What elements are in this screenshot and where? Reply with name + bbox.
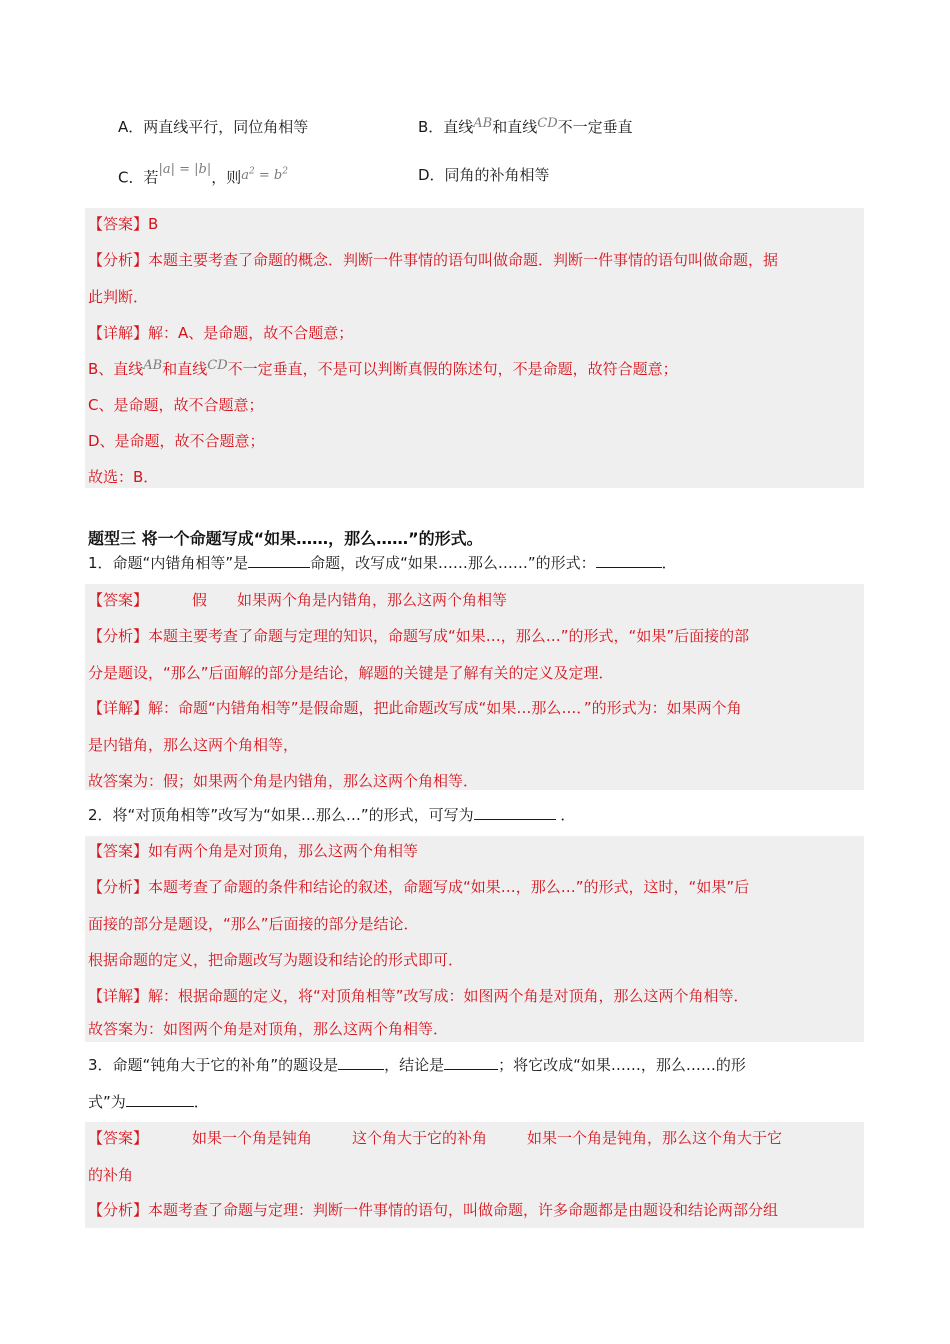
detail-2-line-2: 是内错角，那么这两个角相等， — [88, 736, 299, 754]
math-ab: AB — [143, 358, 163, 373]
blank-field — [596, 552, 662, 568]
analysis-2-line-2: 分是题设，“那么”后面解的部分是结论，解题的关键是了解有关的定义及定理． — [88, 664, 614, 682]
option-a-text: A．两直线平行，同位角相等 — [118, 118, 309, 136]
analysis-3-line-2: 面接的部分是题设，“那么”后面接的部分是结论． — [88, 915, 419, 933]
option-d-text: D．同角的补角相等 — [418, 166, 550, 184]
option-c-then: ，则 — [211, 168, 242, 187]
detail-3-line-2: 故答案为：如图两个角是对顶角，那么这两个角相等． — [88, 1020, 449, 1038]
question-1: 1．命题“内错角相等”是 命题，改写成“如果……那么……”的形式： ． — [88, 554, 677, 572]
math-abs-eq: |a| = |b| — [158, 162, 212, 178]
analysis-4-line-1: 【分析】本题考查了命题与定理：判断一件事情的语句，叫做命题，许多命题都是由题设和结论两部分组 — [88, 1201, 779, 1219]
analysis-1-line-2: 此判断． — [88, 288, 149, 306]
math-cd: CD — [207, 358, 228, 373]
math-square-eq: $a^2 = b^2$ — [241, 167, 288, 184]
blank-field — [126, 1091, 194, 1107]
math-cd: CD — [537, 116, 558, 131]
detail-1-line-1: 【详解】解：A、是命题，故不合题意； — [88, 324, 354, 342]
blank-field — [248, 552, 310, 568]
solution-box-3 — [85, 836, 864, 1042]
answer-1: 【答案】B — [88, 215, 159, 233]
option-c — [118, 164, 288, 190]
blank-field — [338, 1054, 384, 1070]
answer-3: 【答案】如有两个角是对顶角，那么这两个角相等 — [88, 842, 419, 860]
blank-field — [444, 1054, 498, 1070]
detail-1-line-3: C、是命题，故不合题意； — [88, 396, 264, 414]
analysis-1-line-1: 【分析】本题主要考查了命题的概念．判断一件事情的语句叫做命题．判断一件事情的语句叫做命题，据 — [88, 251, 779, 269]
detail-3-line-1: 【详解】解：根据命题的定义，将“对顶角相等”改写成：如图两个角是对顶角，那么这两个角相等． — [88, 987, 749, 1005]
detail-2-line-1: 【详解】解：命题“内错角相等”是假命题，把此命题改写成“如果…那么…．”的形式为：如果两个角 — [88, 699, 742, 717]
blank-field — [474, 804, 556, 820]
question-3-line-2: 式”为 ． — [88, 1093, 209, 1111]
option-d — [418, 164, 550, 186]
option-b — [418, 116, 633, 140]
option-b-suffix: 不一定垂直 — [557, 118, 633, 136]
option-a — [118, 116, 308, 138]
answer-4-line-2: 的补角 — [88, 1166, 134, 1184]
detail-1-line-4: D、是命题，故不合题意； — [88, 432, 265, 450]
option-c-prefix: C．若 — [118, 168, 159, 187]
analysis-3-line-3: 根据命题的定义，把命题改写为题设和结论的形式即可． — [88, 951, 464, 969]
detail-1-line-2: B、直线AB和直线CD不一定垂直，不是可以判断真假的陈述句，不是命题，故符合题意； — [88, 358, 678, 378]
option-b-prefix: B．直线 — [418, 118, 474, 136]
question-3-line-1: 3．命题“钝角大于它的补角”的题设是 ，结论是 ；将它改成“如果……，那么……的形 — [88, 1056, 746, 1074]
detail-1-line-5: 故选：B． — [88, 468, 159, 486]
section-heading: 题型三 将一个命题写成“如果……，那么……”的形式。 — [88, 529, 483, 548]
analysis-2-line-1: 【分析】本题主要考查了命题与定理的知识，命题写成“如果…，那么…”的形式，“如果”后面接的部 — [88, 627, 750, 645]
solution-box-2 — [85, 584, 864, 790]
answer-4-line-1: 【答案】 如果一个角是钝角 这个角大于它的补角 如果一个角是钝角，那么这个角大于它 — [88, 1129, 783, 1147]
math-ab: AB — [473, 116, 493, 131]
answer-2: 【答案】 假 如果两个角是内错角，那么这两个角相等 — [88, 591, 508, 609]
detail-2-line-3: 故答案为：假；如果两个角是内错角，那么这两个角相等． — [88, 772, 479, 790]
analysis-3-line-1: 【分析】本题考查了命题的条件和结论的叙述，命题写成“如果…，那么…”的形式，这时，“如果”后 — [88, 878, 750, 896]
option-b-mid: 和直线 — [492, 118, 538, 136]
question-2: 2．将“对顶角相等”改写为“如果…那么…”的形式，可写为 ． — [88, 806, 576, 824]
